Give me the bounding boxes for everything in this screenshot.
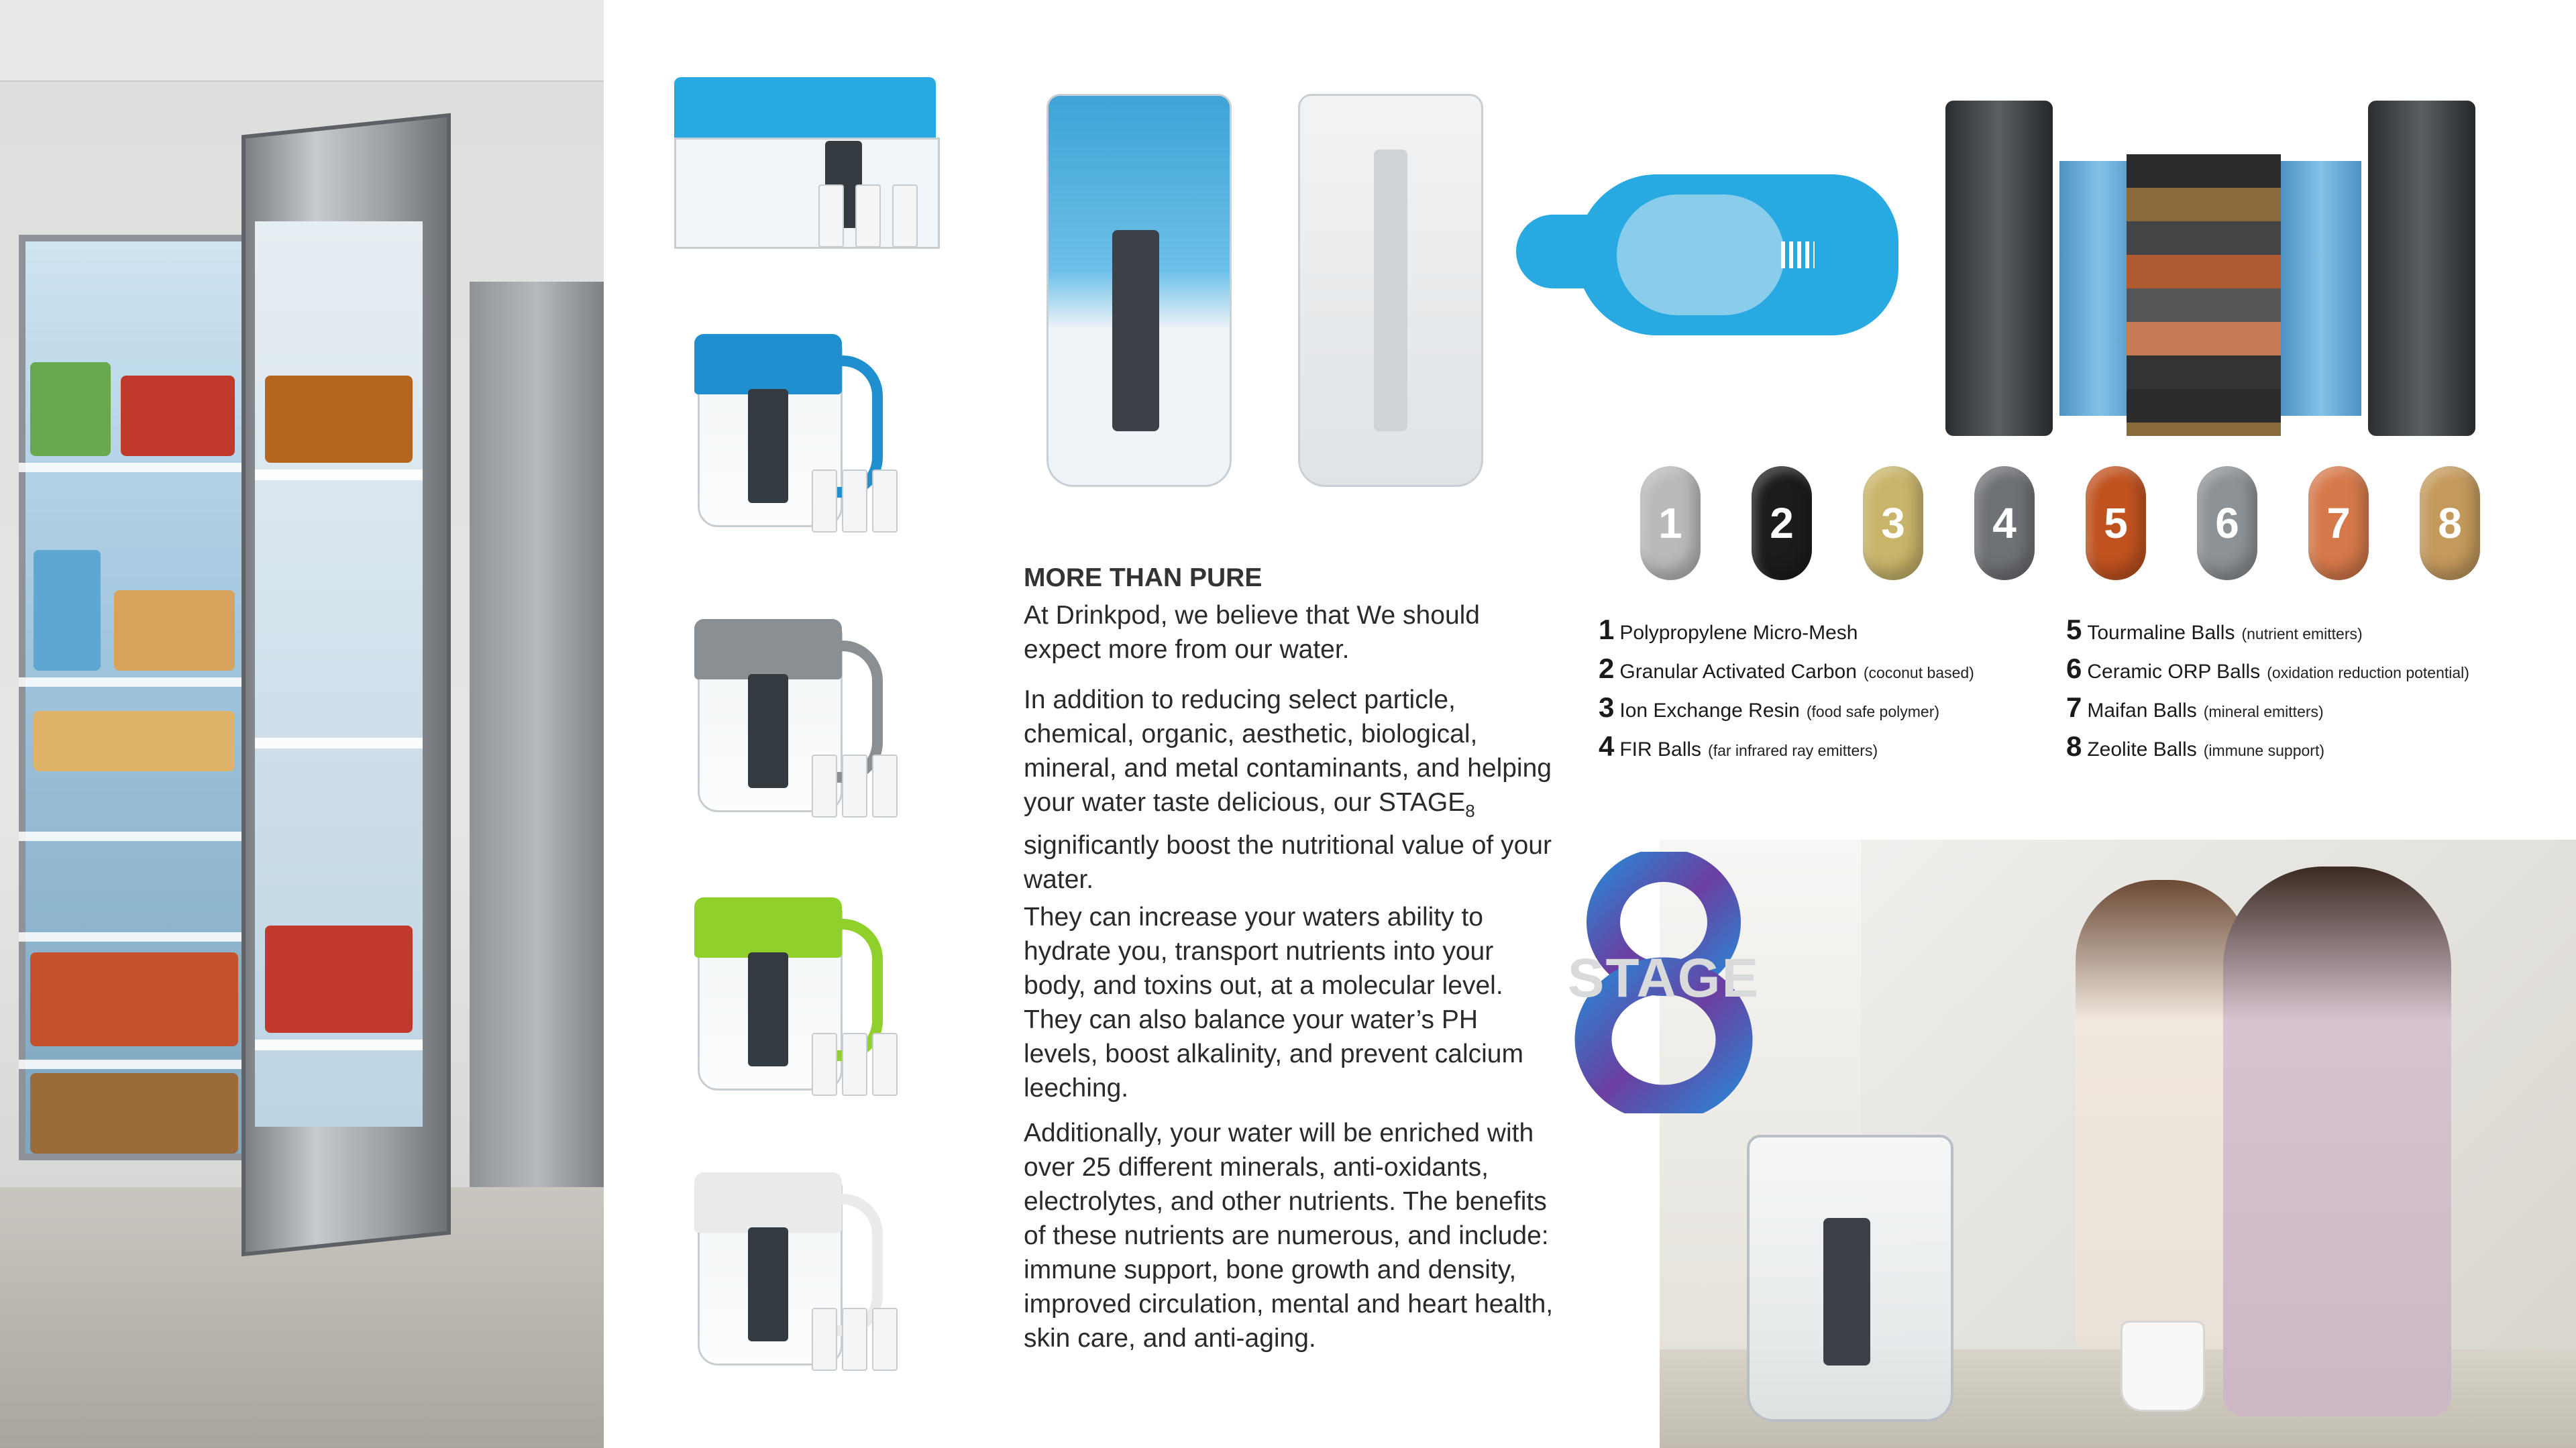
material-number: 2 — [1599, 653, 1615, 684]
article-intro: At Drinkpod, we believe that We should expect more from our water. — [1024, 601, 1480, 664]
material-note: (food safe polymer) — [1806, 703, 1940, 720]
material-item — [2066, 614, 2363, 646]
fridge-shelf — [19, 677, 260, 687]
fridge-shelf — [19, 463, 260, 472]
filter-ball-8: 8 — [2420, 466, 2480, 580]
article-paragraph: They can increase your waters ability to hydrate you, transport nutrients into your body, and toxins out, at a molecular level. They can also balance your water’s PH levels, boost alkalinity, and prevent calcium leeching. — [1024, 903, 1523, 1103]
filter-spare — [872, 469, 898, 533]
filter-spare — [872, 1033, 898, 1096]
stage-word: STAGE — [1567, 948, 1760, 1009]
material-name: Ceramic ORP Balls — [2087, 661, 2261, 683]
stage-subscript: 8 — [1465, 800, 1475, 821]
filter-spare — [812, 755, 837, 818]
door-bin — [255, 469, 423, 480]
filter-spare — [812, 1033, 837, 1096]
material-note: (oxidation reduction potential) — [2267, 664, 2469, 681]
filter-spare — [842, 1033, 867, 1096]
filter-cartridge — [748, 952, 788, 1066]
filter-spare — [872, 1308, 898, 1371]
filter-cartridge — [748, 674, 788, 788]
fridge-shelf — [19, 932, 260, 942]
pitcher-lid — [694, 334, 842, 394]
material-note: (immune support) — [2203, 742, 2324, 759]
pitcher-top-view — [1516, 161, 1912, 349]
filter-cartridge — [748, 389, 788, 503]
material-item — [1599, 691, 1939, 724]
water-pitcher-in-fridge — [34, 550, 101, 671]
pitcher-lid — [694, 897, 842, 958]
filter-spare — [892, 184, 918, 247]
filter-cartridge — [1823, 1218, 1870, 1366]
filter-ball-5: 5 — [2086, 466, 2146, 580]
lid-window — [1617, 194, 1784, 315]
food-items — [34, 711, 235, 771]
filter-ball-1: 1 — [1640, 466, 1701, 580]
material-item — [1599, 653, 1974, 685]
material-name: Maifan Balls — [2087, 700, 2197, 722]
lid-vents — [1781, 241, 1815, 268]
material-name: Tourmaline Balls — [2087, 622, 2235, 644]
pitcher-product — [671, 315, 885, 537]
filter-ball-7: 7 — [2308, 466, 2369, 580]
filter-ball-6: 6 — [2197, 466, 2257, 580]
material-number: 3 — [1599, 691, 1615, 723]
material-name: Polypropylene Micro-Mesh — [1619, 622, 1858, 644]
material-number: 8 — [2066, 730, 2082, 762]
material-name: Zeolite Balls — [2087, 738, 2197, 761]
filter-housing-right — [2368, 101, 2475, 436]
sauce-bottles — [265, 926, 413, 1033]
filter-spare — [818, 184, 844, 247]
material-number: 4 — [1599, 730, 1615, 762]
article-paragraph — [1024, 683, 1554, 897]
food-containers — [114, 590, 235, 671]
pitcher-lid — [694, 1172, 842, 1233]
filter-spare — [842, 755, 867, 818]
material-item — [1599, 730, 1878, 763]
filter-media-layers — [2127, 154, 2281, 436]
produce-bowl — [30, 362, 111, 456]
condiment-bottles — [265, 376, 413, 463]
material-note: (coconut based) — [1863, 664, 1974, 681]
dispenser-product — [664, 67, 946, 262]
filter-cartridge — [1112, 230, 1159, 431]
coffee-mug — [2123, 1323, 2203, 1410]
material-name: Granular Activated Carbon — [1619, 661, 1857, 683]
kitchen-cabinet — [0, 0, 604, 82]
paragraph-text: In addition to reducing select particle, chemical, organic, aesthetic, biological, mineral, and metal contaminants, and helping your water taste delicious, our STAGE — [1024, 685, 1552, 817]
filter-spare — [872, 755, 898, 818]
fridge-photo — [0, 0, 604, 1448]
filter-housing-left — [1945, 101, 2053, 436]
material-number: 5 — [2066, 614, 2082, 645]
pitcher-lid — [694, 619, 842, 679]
door-bin — [255, 1040, 423, 1050]
mother-figure — [2223, 867, 2451, 1416]
fridge-shelf — [19, 832, 260, 841]
vegetable-drawer — [30, 952, 238, 1046]
filter-ball-4: 4 — [1974, 466, 2035, 580]
pitcher-product — [671, 879, 885, 1100]
material-item — [2066, 730, 2324, 763]
material-note: (far infrared ray emitters) — [1708, 742, 1878, 759]
filter-ball-2: 2 — [1752, 466, 1812, 580]
fridge-shelf — [19, 1060, 260, 1069]
white-pitcher-large — [1298, 94, 1483, 487]
filter-shell-right — [2281, 161, 2361, 416]
pitcher-product — [671, 600, 885, 822]
fruit-drawer — [30, 1073, 238, 1154]
dispenser-lid — [674, 77, 936, 137]
blue-pitcher-large — [1046, 94, 1232, 487]
filter-spare — [842, 469, 867, 533]
material-note: (nutrient emitters) — [2241, 625, 2363, 643]
food-containers — [121, 376, 235, 456]
material-item — [1599, 614, 1858, 646]
material-note: (mineral emitters) — [2203, 703, 2324, 720]
article-heading: MORE THAN PURE — [1024, 563, 1263, 592]
filter-spare — [842, 1308, 867, 1371]
family-photo — [1660, 840, 2576, 1448]
filter-spare — [855, 184, 881, 247]
filter-exploded-view — [1925, 47, 2496, 449]
article-paragraph: Additionally, your water will be enriched with over 25 different minerals, anti-oxidants, electrolytes, and other nutrients. The benefits of these nutrients are numerous, and include: immune support, bone growth and density, improved circulation, mental and heart health, skin care, and anti-aging. — [1024, 1119, 1554, 1353]
white-pitcher — [1747, 1135, 1953, 1422]
door-bin — [255, 738, 423, 748]
paragraph-text: significantly boost the nutritional value of your water. — [1024, 830, 1552, 894]
pitcher-product — [671, 1154, 885, 1375]
filter-spare — [812, 1308, 837, 1371]
material-number: 6 — [2066, 653, 2082, 684]
filter-cartridge — [748, 1227, 788, 1341]
material-number: 1 — [1599, 614, 1615, 645]
material-item — [2066, 691, 2324, 724]
pitcher-divider — [1374, 150, 1407, 431]
filter-spare — [812, 469, 837, 533]
material-name: FIR Balls — [1619, 738, 1702, 761]
stage8-logo — [1563, 852, 1764, 1113]
material-number: 7 — [2066, 691, 2082, 723]
material-name: Ion Exchange Resin — [1619, 700, 1800, 722]
filter-ball-3: 3 — [1863, 466, 1923, 580]
fridge-side-panel — [470, 282, 604, 1187]
material-item — [2066, 653, 2469, 685]
